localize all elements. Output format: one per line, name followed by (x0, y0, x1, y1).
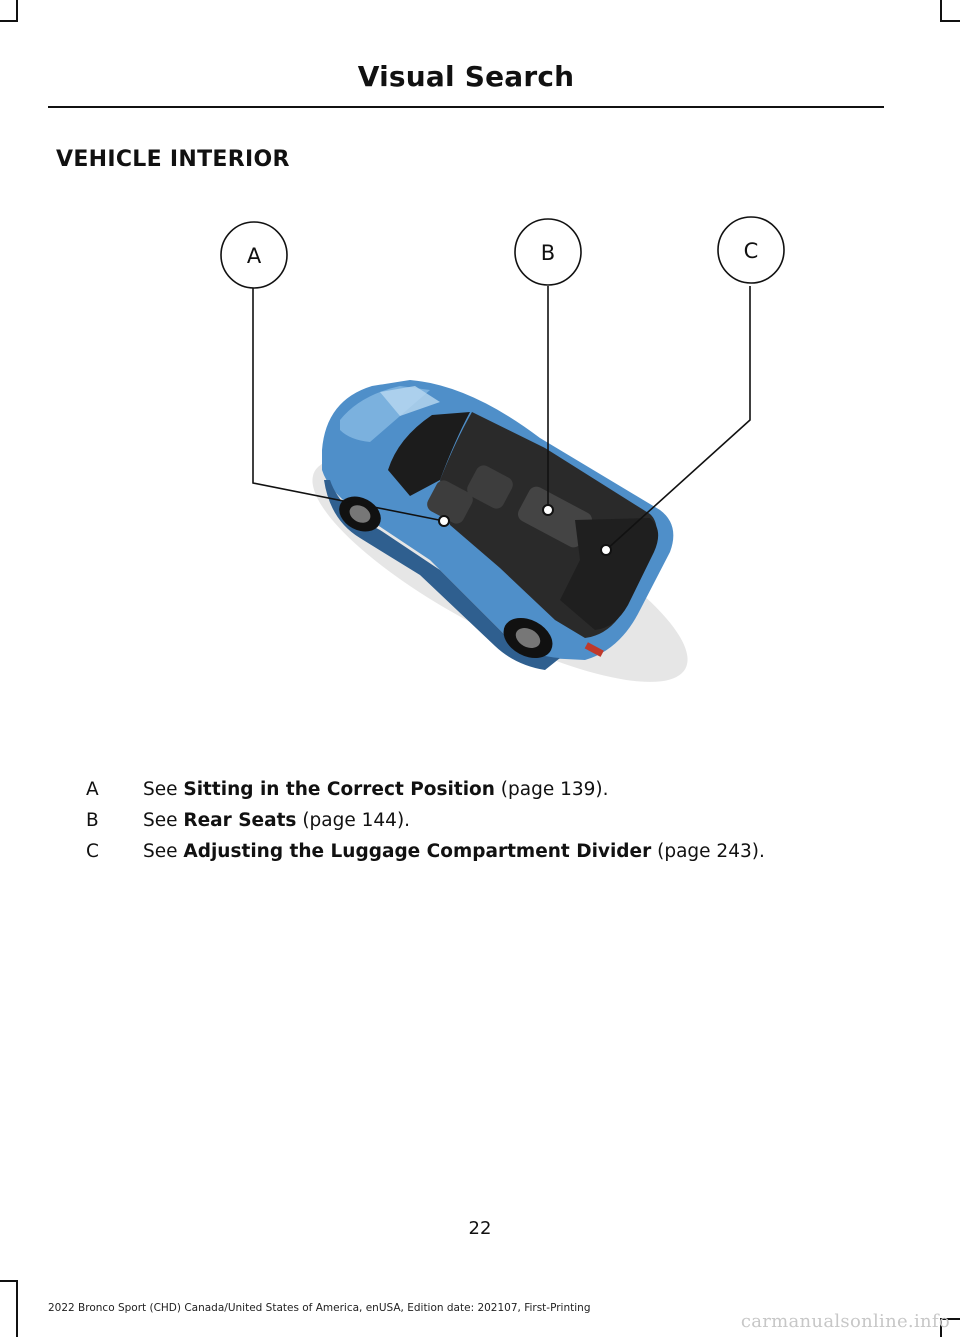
legend-text (143, 836, 765, 867)
crop-mark-bottom-left-h (0, 1280, 18, 1282)
legend-key: A (86, 779, 99, 800)
legend-prefix: See (143, 841, 184, 862)
legend-page-ref: (page 243). (651, 841, 765, 862)
legend-text (143, 774, 609, 805)
section-title: VEHICLE INTERIOR (56, 147, 290, 172)
page-number: 22 (468, 1218, 492, 1239)
legend-prefix: See (143, 810, 184, 831)
legend-item-c (86, 836, 886, 867)
crop-mark-top-left-v (16, 0, 18, 22)
legend-link-rear-seats[interactable]: Rear Seats (183, 810, 297, 831)
callout-point-b (543, 505, 553, 515)
legend-link-luggage-divider[interactable]: Adjusting the Luggage Compartment Divider (183, 841, 652, 862)
vehicle-illustration (286, 380, 713, 720)
legend-text (143, 805, 410, 836)
watermark: carmanualsonline.info (740, 1311, 950, 1332)
legend-link-sitting-position[interactable]: Sitting in the Correct Position (183, 779, 495, 800)
legend-key: B (86, 810, 99, 831)
legend-page-ref: (page 139). (494, 779, 609, 800)
callout-point-a (439, 516, 449, 526)
vehicle-interior-diagram (0, 180, 960, 720)
legend-prefix: See (143, 779, 184, 800)
crop-mark-top-right-h (940, 20, 960, 22)
legend-item-a (86, 774, 886, 805)
page-header-title: Visual Search (357, 60, 575, 93)
callout-point-c (601, 545, 611, 555)
callout-b-label: B (540, 241, 556, 265)
crop-mark-top-left-h (0, 20, 18, 22)
crop-mark-top-right-v (940, 0, 942, 22)
crop-mark-bottom-left-v (16, 1280, 18, 1337)
legend-page-ref: (page 144). (296, 810, 411, 831)
page-footer: 2022 Bronco Sport (CHD) Canada/United States of America, enUSA, Edition date: 202107, First-Printing (48, 1302, 591, 1314)
callout-c (718, 217, 784, 283)
header-divider (48, 106, 884, 108)
legend-item-b (86, 805, 886, 836)
callout-c-label: C (743, 239, 759, 263)
callout-legend (86, 774, 886, 867)
legend-key: C (86, 841, 99, 862)
callout-a-label: A (246, 244, 262, 268)
callout-a (221, 222, 287, 288)
callout-b (515, 219, 581, 285)
